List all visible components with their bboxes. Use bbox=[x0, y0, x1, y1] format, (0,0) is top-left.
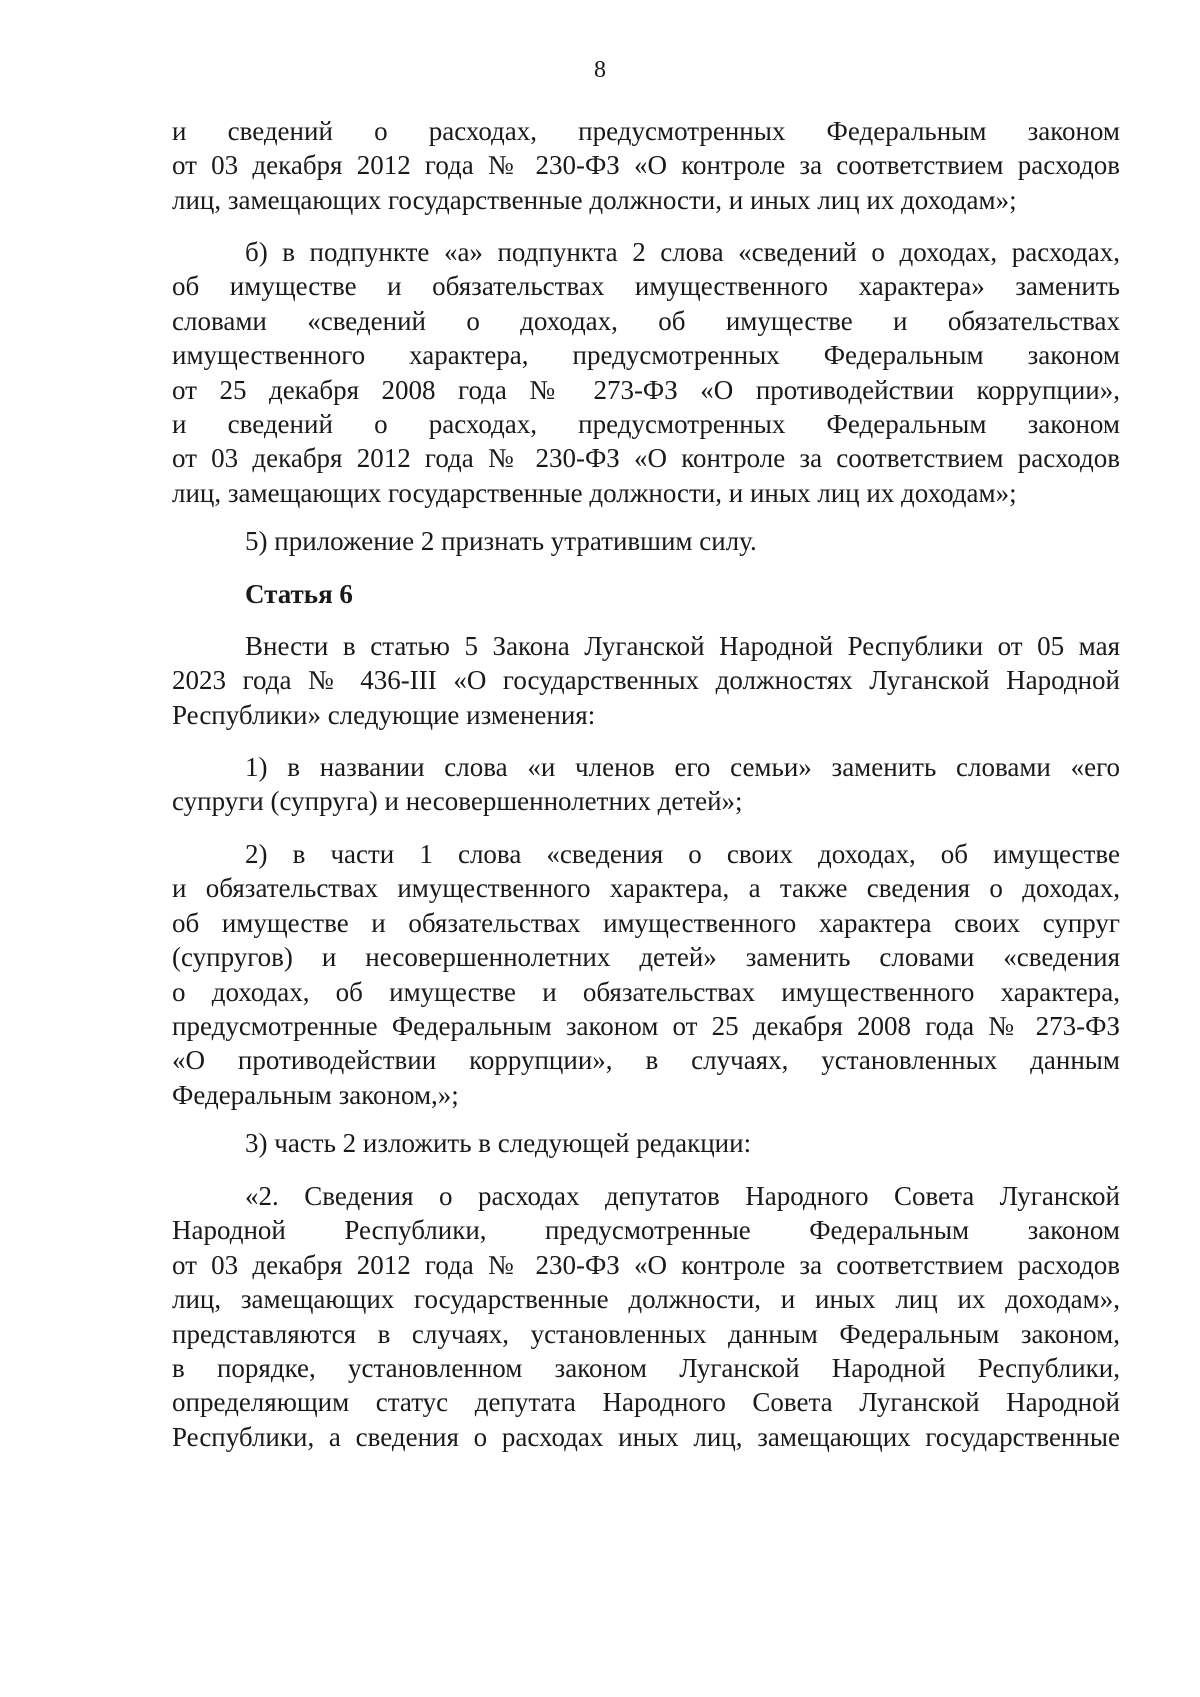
text-line: 3) часть 2 изложить в следующей редакции: bbox=[245, 1128, 752, 1158]
page-number: 8 bbox=[594, 57, 606, 83]
text-line: 2023 года № 436-III «О государственных должностях Луганской Народной bbox=[172, 665, 1120, 695]
text-line: (супругов) и несовершеннолетних детей» заменить словами «сведения bbox=[172, 942, 1120, 972]
text-line: 5) приложение 2 признать утратившим силу. bbox=[245, 526, 757, 556]
text-line: об имуществе и обязательствах имущественного характера своих супруг bbox=[172, 908, 1120, 938]
text-line: Республики» следующие изменения: bbox=[172, 700, 596, 730]
text-line: и сведений о расходах, предусмотренных Федеральным законом bbox=[172, 409, 1120, 439]
text-line: лиц, замещающих государственные должности, и иных лиц их доходам»; bbox=[172, 185, 1017, 215]
text-line: лиц, замещающих государственные должности, и иных лиц их доходам», bbox=[172, 1284, 1120, 1314]
text-line: «2. Сведения о расходах депутатов Народного Совета Луганской bbox=[245, 1181, 1120, 1211]
text-line: б) в подпункте «а» подпункта 2 слова «сведений о доходах, расходах, bbox=[245, 237, 1120, 267]
text-line: Республики, а сведения о расходах иных лиц, замещающих государственные bbox=[172, 1422, 1120, 1452]
text-line: Народной Республики, предусмотренные Федеральным законом bbox=[172, 1215, 1120, 1245]
text-line: и обязательствах имущественного характера, а также сведения о доходах, bbox=[172, 873, 1120, 903]
article-heading-text: Статья 6 bbox=[245, 579, 353, 609]
text-line: предусмотренные Федеральным законом от 25 декабря 2008 года № 273-ФЗ bbox=[172, 1011, 1120, 1041]
text-line: Федеральным законом,»; bbox=[172, 1080, 459, 1110]
text-line: словами «сведений о доходах, об имуществе и обязательствах bbox=[172, 306, 1120, 336]
text-line: «О противодействии коррупции», в случаях, установленных данным bbox=[172, 1045, 1120, 1075]
text-line: о доходах, об имуществе и обязательствах имущественного характера, bbox=[172, 977, 1120, 1007]
text-line: имущественного характера, предусмотренных Федеральным законом bbox=[172, 340, 1120, 370]
text-line: от 03 декабря 2012 года № 230-ФЗ «О контроле за соответствием расходов bbox=[172, 150, 1120, 180]
text-line: и сведений о расходах, предусмотренных Федеральным законом bbox=[172, 116, 1120, 146]
text-line: супруги (супруга) и несовершеннолетних детей»; bbox=[172, 786, 743, 816]
text-line: лиц, замещающих государственные должности, и иных лиц их доходам»; bbox=[172, 478, 1017, 508]
text-line: 2) в части 1 слова «сведения о своих доходах, об имуществе bbox=[245, 839, 1120, 869]
text-line: от 25 декабря 2008 года № 273-ФЗ «О противодействии коррупции», bbox=[172, 375, 1120, 405]
text-line: от 03 декабря 2012 года № 230-ФЗ «О контроле за соответствием расходов bbox=[172, 443, 1120, 473]
text-line: 1) в названии слова «и членов его семьи» заменить словами «его bbox=[245, 752, 1120, 782]
text-line: Внести в статью 5 Закона Луганской Народной Республики от 05 мая bbox=[245, 631, 1120, 661]
text-line: представляются в случаях, установленных данным Федеральным законом, bbox=[172, 1319, 1120, 1349]
text-line: определяющим статус депутата Народного Совета Луганской Народной bbox=[172, 1387, 1120, 1417]
text-line: от 03 декабря 2012 года № 230-ФЗ «О контроле за соответствием расходов bbox=[172, 1250, 1120, 1280]
text-line: в порядке, установленном законом Луганской Народной Республики, bbox=[172, 1353, 1120, 1383]
text-line: об имуществе и обязательствах имущественного характера» заменить bbox=[172, 271, 1120, 301]
